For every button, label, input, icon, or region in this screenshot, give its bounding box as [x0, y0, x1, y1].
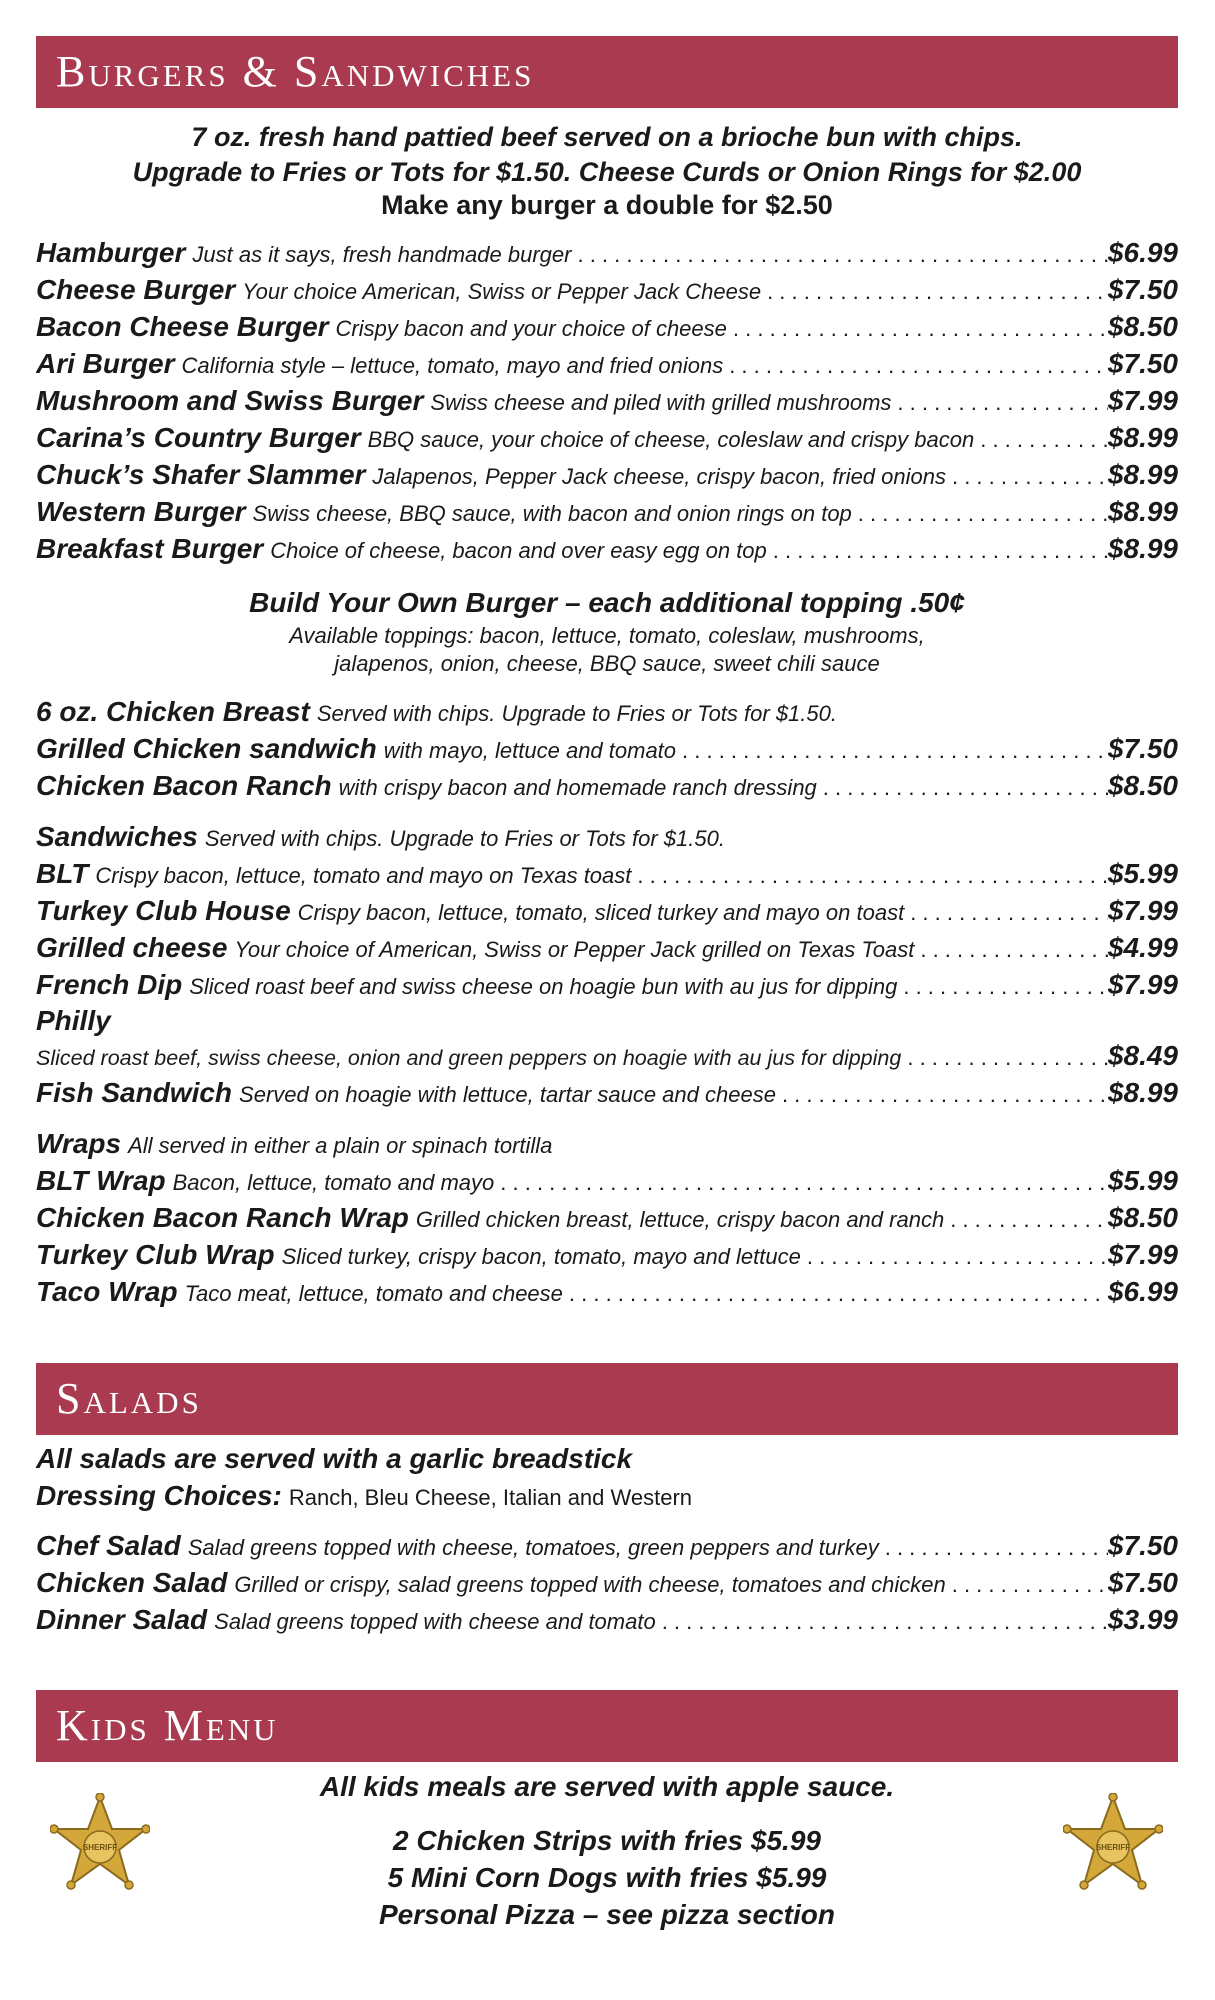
menu-item: [36, 1202, 1178, 1238]
item-desc: Salad greens topped with cheese, tomatoes, green peppers and turkey: [187, 1535, 879, 1560]
dot-leader: [852, 501, 1108, 527]
dressing-options: Ranch, Bleu Cheese, Italian and Western: [288, 1485, 693, 1510]
dot-leader: [571, 242, 1107, 268]
dot-leader: [904, 900, 1108, 926]
build-your-own-title: Build Your Own Burger – each additional topping .50¢: [249, 587, 965, 618]
item-price: $8.99: [1107, 459, 1178, 490]
menu-item: [36, 932, 1178, 968]
salads-intro: [36, 1443, 632, 1479]
item-name: BLT Wrap: [36, 1165, 166, 1196]
item-price: $7.99: [1107, 895, 1178, 926]
item-name: Chicken Bacon Ranch: [36, 770, 332, 801]
badge-text: SHERIFF: [82, 1843, 118, 1852]
item-desc: Sliced roast beef and swiss cheese on hoagie bun with au jus for dipping: [189, 974, 898, 999]
kids-item: Personal Pizza – see pizza section: [379, 1899, 835, 1930]
dot-leader: [761, 279, 1108, 305]
item-price: $4.99: [1107, 932, 1178, 963]
burgers-intro-line-2: Upgrade to Fries or Tots for $1.50. Cheese Curds or Onion Rings for $2.00: [132, 157, 1082, 187]
item-name: BLT: [36, 858, 89, 889]
dot-leader: [727, 316, 1108, 342]
kids-intro: All kids meals are served with apple sauce.: [319, 1771, 895, 1802]
philly-heading: [36, 1005, 111, 1041]
sheriff-star-icon: [1063, 1793, 1163, 1893]
dot-leader: [801, 1244, 1108, 1270]
dot-leader: [946, 1572, 1108, 1598]
kids-title: Kids Menu: [56, 1701, 279, 1750]
item-price: $7.50: [1107, 348, 1178, 379]
salads-intro-text: All salads are served with a garlic breadstick: [36, 1443, 633, 1474]
item-name: Carina’s Country Burger: [36, 422, 361, 453]
item-desc: Your choice American, Swiss or Pepper Jack Cheese: [242, 279, 762, 304]
dot-leader: [897, 974, 1108, 1000]
item-desc: Crispy bacon and your choice of cheese: [335, 316, 727, 341]
toppings-line-1: Available toppings: bacon, lettuce, tomato, coleslaw, mushrooms,: [289, 623, 925, 648]
item-name: Grilled cheese: [36, 932, 228, 963]
item-name: Western Burger: [36, 496, 246, 527]
menu-item: [36, 770, 1178, 806]
kids-items: [36, 1822, 1178, 1933]
sandwiches-heading: [36, 821, 725, 857]
item-price: $8.99: [1107, 496, 1178, 527]
sheriff-star-icon: [50, 1793, 150, 1893]
burgers-intro-line-1: 7 oz. fresh hand pattied beef served on a brioche bun with chips.: [191, 122, 1023, 152]
menu-item: [36, 533, 1178, 569]
item-name: Chuck’s Shafer Slammer: [36, 459, 366, 490]
item-price: $8.99: [1107, 533, 1178, 564]
kids-banner: [36, 1690, 1178, 1762]
item-price: $7.50: [1107, 1530, 1178, 1561]
item-desc: California style – lettuce, tomato, mayo and fried onions: [181, 353, 724, 378]
menu-item: [36, 969, 1178, 1005]
item-desc: Salad greens topped with cheese and tomato: [214, 1609, 656, 1634]
menu-item: [36, 385, 1178, 421]
menu-item: [36, 422, 1178, 458]
dot-leader: [901, 1045, 1108, 1071]
item-price: $7.99: [1107, 385, 1178, 416]
menu-item: [36, 895, 1178, 931]
item-price: $5.99: [1107, 858, 1178, 889]
item-desc: Choice of cheese, bacon and over easy egg on top: [270, 538, 767, 563]
dot-leader: [974, 427, 1108, 453]
item-name: Chicken Bacon Ranch Wrap: [36, 1202, 409, 1233]
dot-leader: [676, 738, 1108, 764]
item-name: Dinner Salad: [36, 1604, 208, 1635]
dot-leader: [767, 538, 1108, 564]
build-your-own-toppings: [36, 622, 1178, 678]
menu-item: [36, 733, 1178, 769]
menu-item: [36, 1040, 1178, 1076]
item-name: Fish Sandwich: [36, 1077, 233, 1108]
item-desc: BBQ sauce, your choice of cheese, coleslaw and crispy bacon: [367, 427, 975, 452]
sandwiches-heading-title: Sandwiches: [36, 821, 198, 852]
menu-item: [36, 311, 1178, 347]
menu-item: [36, 348, 1178, 384]
dressing-choices: [36, 1480, 692, 1516]
kids-item: 2 Chicken Strips with fries $5.99: [393, 1825, 821, 1856]
menu-item: [36, 858, 1178, 894]
item-name: Turkey Club Wrap: [36, 1239, 275, 1270]
item-desc: Sliced turkey, crispy bacon, tomato, mayo and lettuce: [281, 1244, 801, 1269]
item-desc: Your choice of American, Swiss or Pepper Jack grilled on Texas Toast: [234, 937, 915, 962]
item-price: $8.99: [1107, 1077, 1178, 1108]
item-desc: with crispy bacon and homemade ranch dressing: [338, 775, 817, 800]
item-price: $7.50: [1107, 274, 1178, 305]
menu-item: [36, 1604, 1178, 1640]
menu-item: [36, 1567, 1178, 1603]
burgers-banner: [36, 36, 1178, 108]
dot-leader: [563, 1281, 1108, 1307]
item-desc: Sliced roast beef, swiss cheese, onion and green peppers on hoagie with au jus for dipping: [36, 1046, 902, 1070]
menu-item: [36, 459, 1178, 495]
dot-leader: [494, 1170, 1108, 1196]
item-desc: Crispy bacon, lettuce, tomato, sliced turkey and mayo on toast: [297, 900, 905, 925]
item-name: Chicken Salad: [36, 1567, 228, 1598]
sandwiches-heading-note: Served with chips. Upgrade to Fries or Tots for $1.50.: [204, 826, 725, 851]
item-name: French Dip: [36, 969, 183, 1000]
item-price: $8.50: [1107, 1202, 1178, 1233]
item-price: $7.99: [1107, 969, 1178, 1000]
dot-leader: [631, 863, 1108, 889]
item-price: $8.50: [1107, 311, 1178, 342]
salads-banner: [36, 1363, 1178, 1435]
dot-leader: [656, 1609, 1108, 1635]
menu-item: [36, 1239, 1178, 1275]
item-name: Chef Salad: [36, 1530, 181, 1561]
menu-item: [36, 1530, 1178, 1566]
item-price: $6.99: [1107, 1276, 1178, 1307]
wraps-heading-note: All served in either a plain or spinach tortilla: [128, 1133, 553, 1158]
chicken-heading-title: 6 oz. Chicken Breast: [36, 696, 310, 727]
item-name: Mushroom and Swiss Burger: [36, 385, 424, 416]
item-name: Cheese Burger: [36, 274, 236, 305]
item-price: $7.50: [1107, 733, 1178, 764]
dot-leader: [944, 1207, 1108, 1233]
dot-leader: [891, 390, 1108, 416]
item-price: $7.50: [1107, 1567, 1178, 1598]
burgers-title: Burgers & Sandwiches: [56, 47, 535, 96]
burgers-intro-line-3: Make any burger a double for $2.50: [381, 190, 833, 220]
dot-leader: [946, 464, 1108, 490]
item-price: $6.99: [1107, 237, 1178, 268]
kids-item: 5 Mini Corn Dogs with fries $5.99: [387, 1862, 827, 1893]
item-price: $8.50: [1107, 770, 1178, 801]
item-price: $8.99: [1107, 422, 1178, 453]
chicken-heading-note: Served with chips. Upgrade to Fries or Tots for $1.50.: [316, 701, 837, 726]
burgers-intro: [36, 120, 1178, 190]
salads-title: Salads: [56, 1374, 202, 1423]
menu-item: [36, 496, 1178, 532]
item-name: Ari Burger: [36, 348, 175, 379]
toppings-line-2: jalapenos, onion, cheese, BBQ sauce, sweet chili sauce: [334, 651, 880, 676]
dot-leader: [723, 353, 1108, 379]
item-desc: Swiss cheese and piled with grilled mushrooms: [430, 390, 892, 415]
dot-leader: [776, 1082, 1108, 1108]
menu-item: [36, 274, 1178, 310]
dressing-label: Dressing Choices:: [36, 1480, 282, 1511]
item-price: $5.99: [1107, 1165, 1178, 1196]
item-desc: Taco meat, lettuce, tomato and cheese: [184, 1281, 563, 1306]
item-price: $3.99: [1107, 1604, 1178, 1635]
wraps-heading: [36, 1128, 552, 1164]
item-desc: Bacon, lettuce, tomato and mayo: [172, 1170, 495, 1195]
item-desc: Served on hoagie with lettuce, tartar sauce and cheese: [239, 1082, 776, 1107]
dot-leader: [914, 937, 1108, 963]
item-name: Taco Wrap: [36, 1276, 178, 1307]
item-desc: with mayo, lettuce and tomato: [383, 738, 677, 763]
item-desc: Grilled chicken breast, lettuce, crispy bacon and ranch: [415, 1207, 945, 1232]
item-name: Grilled Chicken sandwich: [36, 733, 377, 764]
item-desc: Swiss cheese, BBQ sauce, with bacon and onion rings on top: [252, 501, 852, 526]
menu-item: [36, 1077, 1178, 1113]
dot-leader: [879, 1535, 1108, 1561]
item-name: Bacon Cheese Burger: [36, 311, 329, 342]
item-price: $7.99: [1107, 1239, 1178, 1270]
item-name: Turkey Club House: [36, 895, 291, 926]
item-price: $8.49: [1107, 1040, 1178, 1071]
chicken-heading: [36, 696, 837, 732]
item-name: Breakfast Burger: [36, 533, 264, 564]
menu-item: [36, 1276, 1178, 1312]
item-name: Hamburger: [36, 237, 186, 268]
item-desc: Just as it says, fresh handmade burger: [192, 242, 572, 267]
badge-text: SHERIFF: [1095, 1843, 1131, 1852]
menu-item: [36, 237, 1178, 273]
item-desc: Grilled or crispy, salad greens topped with cheese, tomatoes and chicken: [234, 1572, 946, 1597]
item-desc: Crispy bacon, lettuce, tomato and mayo on Texas toast: [95, 863, 632, 888]
item-desc: Jalapenos, Pepper Jack cheese, crispy bacon, fried onions: [372, 464, 946, 489]
wraps-heading-title: Wraps: [36, 1128, 122, 1159]
menu-item: [36, 1165, 1178, 1201]
item-name: Philly: [36, 1005, 111, 1036]
dot-leader: [817, 775, 1108, 801]
